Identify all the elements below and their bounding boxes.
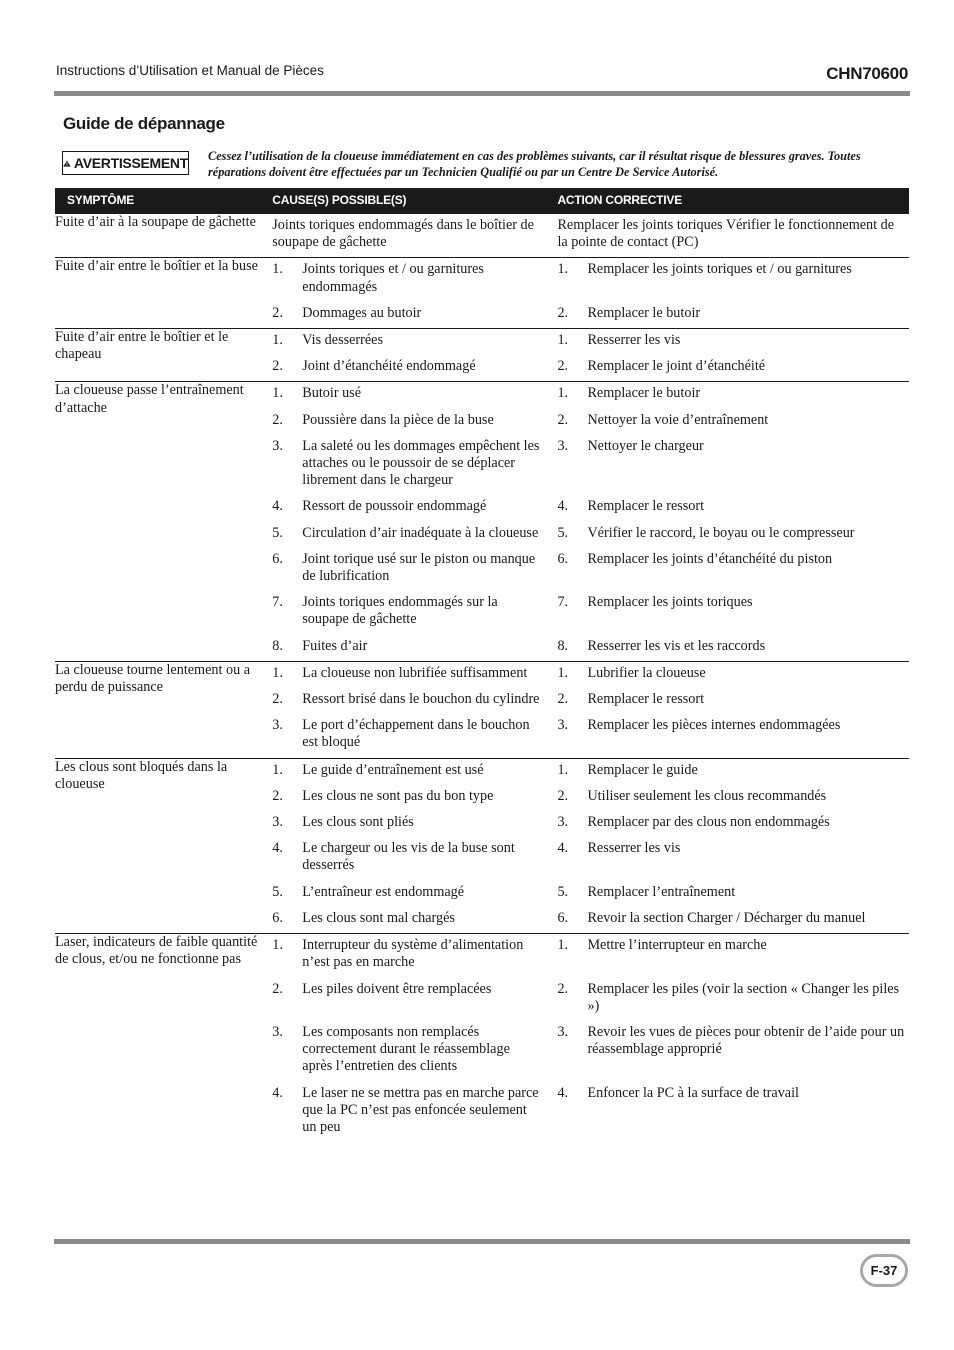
action-text: Resserrer les vis — [587, 332, 681, 349]
cause-cell — [260, 934, 545, 978]
cause-item — [260, 302, 545, 328]
cause-number: 1. — [272, 332, 283, 349]
action-cell — [545, 978, 909, 1021]
action-cell — [545, 214, 909, 258]
warning-text: Cessez l’utilisation de la cloueuse immédiatement en cas des problèmes suivants, car il résultat risque de blessures graves. Toutes réparations doivent être effectuées par un Technicien Qualifié ou par un Centre De Service Autorisé. — [208, 149, 861, 179]
warning-triangle-icon — [63, 157, 71, 170]
action-number: 1. — [557, 664, 569, 681]
cause-text: Le laser ne se mettra pas en marche parce que la PC n’est pas enfoncée seulement un peu — [302, 1084, 539, 1135]
action-text: Remplacer l’entraînement — [587, 883, 736, 900]
table-row — [55, 661, 909, 688]
action-number: 6. — [557, 909, 569, 926]
action-number: 6. — [557, 550, 569, 567]
action-number: 2. — [557, 691, 569, 708]
cause-text: L’entraîneur est endommagé — [302, 883, 465, 900]
action-item — [545, 1021, 909, 1064]
cause-cell — [260, 495, 545, 521]
cause-item — [260, 382, 545, 408]
cause-cell — [260, 785, 545, 811]
action-text: Remplacer les pièces internes endommagées — [587, 717, 841, 734]
action-item — [545, 635, 909, 661]
cause-item — [260, 258, 545, 301]
table-row — [55, 758, 909, 785]
cause-number: 2. — [272, 980, 283, 997]
action-item — [545, 329, 909, 355]
cause-item — [260, 591, 545, 634]
cause-item — [260, 907, 545, 933]
cause-item — [260, 522, 545, 548]
action-item — [545, 522, 909, 548]
action-cell — [545, 435, 909, 496]
action-cell — [545, 522, 909, 548]
action-cell — [545, 811, 909, 837]
cause-number: 1. — [272, 385, 283, 402]
action-text: Remplacer le ressort — [587, 691, 705, 708]
action-item — [545, 785, 909, 811]
cause-cell — [260, 758, 545, 785]
cause-cell — [260, 907, 545, 934]
action-text: Nettoyer la voie d’entraînement — [587, 411, 769, 428]
cause-text: Circulation d’air inadéquate à la cloueuse — [302, 524, 539, 541]
action-text: Nettoyer le chargeur — [587, 437, 704, 454]
cause-text: Les clous ne sont pas du bon type — [302, 787, 494, 804]
cause-cell — [260, 881, 545, 907]
action-number: 3. — [557, 437, 569, 454]
action-text: Remplacer le butoir — [587, 304, 701, 321]
action-text: Revoir les vues de pièces pour obtenir de l’aide pour un réassemblage approprié — [587, 1023, 905, 1058]
cause-item — [260, 688, 545, 714]
cause-number: 1. — [272, 937, 283, 954]
cause-item — [260, 837, 545, 880]
action-number: 3. — [557, 1023, 569, 1040]
model-number: CHN70600 — [826, 64, 908, 83]
cause-cell — [260, 661, 545, 688]
action-number: 2. — [557, 980, 569, 997]
cause-cell — [260, 978, 545, 1021]
symptom-cell: Laser, indicateurs de faible quantité de clous, et/ou ne fonctionne pas — [55, 934, 258, 968]
cause-item — [260, 355, 545, 381]
cause-cell — [260, 329, 545, 356]
action-number: 4. — [557, 498, 569, 515]
action-number: 2. — [557, 304, 569, 321]
cause-text: Poussière dans la pièce de la buse — [302, 411, 494, 428]
action-cell — [545, 785, 909, 811]
symptom-cell: Fuite d’air entre le boîtier et le chapeau — [55, 329, 260, 382]
action-number: 8. — [557, 637, 569, 654]
header-cause: CAUSE(S) POSSIBLE(S) — [260, 188, 545, 214]
cause-text: Joint torique usé sur le piston ou manque de lubrification — [302, 550, 536, 585]
cause-text: Les clous sont mal chargés — [302, 909, 455, 926]
cause-item — [260, 435, 545, 496]
header-rule — [54, 91, 910, 96]
cause-text: Le port d’échappement dans le bouchon est bloqué — [302, 717, 530, 751]
action-item — [545, 881, 909, 907]
cause-number: 1. — [272, 761, 283, 778]
action-item — [545, 662, 909, 688]
cause-text: Joint d’étanchéité endommagé — [302, 358, 476, 375]
symptom-cell: Fuite d’air à la soupape de gâchette — [55, 214, 260, 258]
action-number: 1. — [557, 761, 569, 778]
cause-text: Le guide d’entraînement est usé — [302, 761, 484, 778]
cause-number: 2. — [272, 787, 283, 804]
cause-text: La saleté ou les dommages empêchent les attaches ou le poussoir de se déplacer librement dans le chargeur — [302, 437, 540, 489]
action-item — [545, 688, 909, 714]
action-cell — [545, 382, 909, 409]
cause-item — [260, 1021, 545, 1082]
warning-badge — [62, 151, 189, 175]
action-cell — [545, 548, 909, 591]
table-row — [55, 329, 909, 356]
cause-text: Joints toriques endommagés dans le boîtier de soupape de gâchette — [272, 217, 534, 251]
cause-cell — [260, 714, 545, 758]
action-cell — [545, 635, 909, 662]
cause-number: 2. — [272, 304, 283, 321]
action-number: 2. — [557, 358, 569, 375]
action-item — [545, 837, 909, 863]
action-text: Enfoncer la PC à la surface de travail — [587, 1084, 799, 1101]
cause-item — [260, 635, 545, 661]
cause-number: 1. — [272, 664, 283, 681]
action-cell — [545, 258, 909, 302]
cause-cell — [260, 435, 545, 496]
action-text: Remplacer le joint d’étanchéité — [587, 358, 766, 375]
action-text: Lubrifier la cloueuse — [587, 664, 706, 681]
footer-rule — [54, 1239, 910, 1244]
action-text: Remplacer les joints toriques Vérifier le fonctionnement de la pointe de contact (PC) — [557, 217, 895, 251]
action-text: Mettre l’interrupteur en marche — [587, 937, 767, 954]
symptom-cell: Fuite d’air entre le boîtier et la buse — [55, 258, 260, 329]
cause-item — [260, 714, 545, 757]
cause-cell — [260, 382, 545, 409]
cause-number: 4. — [272, 1084, 283, 1101]
cause-cell — [260, 688, 545, 714]
cause-number: 3. — [272, 437, 283, 454]
cause-item — [260, 759, 545, 785]
symptom-cell: Les clous sont bloqués dans la cloueuse — [55, 758, 260, 933]
action-cell — [545, 837, 909, 880]
action-number: 7. — [557, 594, 569, 611]
cause-number: 5. — [272, 524, 283, 541]
action-number: 1. — [557, 332, 569, 349]
table-row — [55, 214, 909, 258]
action-number: 2. — [557, 787, 569, 804]
action-item — [545, 495, 909, 521]
cause-text: Les clous sont pliés — [302, 814, 414, 831]
troubleshooting-table — [55, 188, 909, 1142]
action-text: Remplacer les joints toriques — [587, 594, 753, 611]
cause-text: Les composants non remplacés correctement durant le réassemblage après l’entretien des clients — [302, 1023, 510, 1075]
action-cell — [545, 495, 909, 521]
cause-number: 7. — [272, 594, 283, 611]
cause-text: Butoir usé — [302, 385, 361, 402]
cause-number: 3. — [272, 814, 283, 831]
action-item — [545, 759, 909, 785]
action-cell — [545, 714, 909, 758]
action-text: Remplacer le guide — [587, 761, 698, 778]
cause-text: La cloueuse non lubrifiée suffisamment — [302, 664, 528, 681]
cause-text: Les piles doivent être remplacées — [302, 980, 492, 997]
cause-number: 2. — [272, 358, 283, 375]
cause-cell — [260, 548, 545, 591]
cause-text: Ressort de poussoir endommagé — [302, 498, 487, 515]
cause-number: 4. — [272, 840, 283, 857]
action-cell — [545, 661, 909, 688]
action-text: Resserrer les vis et les raccords — [587, 637, 766, 654]
symptom-cell: La cloueuse passe l’entraînement d’attache — [55, 382, 260, 661]
action-number: 4. — [557, 1084, 569, 1101]
cause-item — [260, 934, 545, 977]
action-number: 3. — [557, 814, 569, 831]
cause-item — [260, 495, 545, 521]
action-text: Resserrer les vis — [587, 840, 681, 857]
header-symptom: SYMPTÔME — [55, 188, 260, 214]
table-row — [55, 934, 909, 978]
cause-item — [260, 329, 545, 355]
cause-item — [260, 811, 545, 837]
action-item — [545, 382, 909, 408]
section-title: Guide de dépannage — [63, 114, 225, 133]
cause-text: Interrupteur du système d’alimentation n’est pas en marche — [302, 937, 524, 971]
cause-item — [260, 785, 545, 811]
action-text: Revoir la section Charger / Décharger du manuel — [587, 909, 866, 926]
action-item — [545, 714, 909, 740]
action-text: Remplacer les joints toriques et / ou garnitures — [587, 261, 852, 278]
cause-cell — [260, 1021, 545, 1082]
cause-text: Fuites d’air — [302, 637, 368, 654]
action-number: 1. — [557, 261, 569, 278]
table-row — [55, 382, 909, 409]
cause-cell — [260, 811, 545, 837]
action-item — [545, 1082, 909, 1108]
action-cell — [545, 1082, 909, 1143]
action-cell — [545, 934, 909, 978]
action-cell — [545, 688, 909, 714]
action-item — [545, 907, 909, 933]
action-text: Remplacer les piles (voir la section « Changer les piles ») — [587, 980, 900, 1014]
action-cell — [545, 409, 909, 435]
action-text: Remplacer les joints d’étanchéité du piston — [587, 550, 833, 567]
cause-cell — [260, 355, 545, 382]
cause-number: 8. — [272, 637, 283, 654]
action-item — [545, 435, 909, 461]
action-number: 1. — [557, 937, 569, 954]
action-cell — [545, 881, 909, 907]
cause-number: 1. — [272, 261, 283, 278]
cause-cell — [260, 214, 545, 258]
cause-cell — [260, 591, 545, 634]
action-cell — [545, 302, 909, 329]
action-item — [545, 355, 909, 381]
action-number: 3. — [557, 717, 569, 734]
action-text: Remplacer le butoir — [587, 385, 701, 402]
action-text: Utiliser seulement les clous recommandés — [587, 787, 827, 804]
cause-cell — [260, 1082, 545, 1143]
action-item — [545, 934, 909, 960]
action-cell — [545, 355, 909, 382]
action-cell — [545, 591, 909, 634]
action-item — [545, 548, 909, 574]
cause-item — [260, 409, 545, 435]
cause-text: Vis desserrées — [302, 332, 383, 349]
cause-cell — [260, 409, 545, 435]
cause-cell — [260, 522, 545, 548]
cause-text: Ressort brisé dans le bouchon du cylindre — [302, 691, 540, 708]
document-title: Instructions d’Utilisation et Manual de Pièces — [56, 63, 324, 78]
header-action: ACTION CORRECTIVE — [545, 188, 909, 214]
cause-cell — [260, 258, 545, 302]
cause-text: Le chargeur ou les vis de la buse sont desserrés — [302, 840, 515, 874]
action-cell — [545, 907, 909, 934]
cause-number: 2. — [272, 411, 283, 428]
cause-text: Joints toriques endommagés sur la soupape de gâchette — [302, 594, 498, 628]
cause-number: 3. — [272, 1023, 283, 1040]
cause-number: 4. — [272, 498, 283, 515]
action-number: 5. — [557, 524, 569, 541]
action-item — [545, 302, 909, 328]
action-item — [545, 258, 909, 284]
action-number: 2. — [557, 411, 569, 428]
action-text: Remplacer le ressort — [587, 498, 705, 515]
action-item — [545, 978, 909, 1021]
cause-item — [260, 1082, 545, 1143]
action-number: 1. — [557, 385, 569, 402]
action-number: 5. — [557, 883, 569, 900]
cause-cell — [260, 837, 545, 880]
cause-number: 2. — [272, 691, 283, 708]
cause-number: 6. — [272, 550, 283, 567]
action-cell — [545, 329, 909, 356]
action-item — [545, 591, 909, 617]
cause-cell — [260, 302, 545, 329]
cause-number: 6. — [272, 909, 283, 926]
table-row — [55, 258, 909, 302]
action-text: Remplacer par des clous non endommagés — [587, 814, 830, 831]
cause-text: Dommages au butoir — [302, 304, 422, 321]
warning-label: AVERTISSEMENT — [73, 155, 188, 171]
cause-item — [260, 978, 545, 1004]
action-text: Vérifier le raccord, le boyau ou le compresseur — [587, 524, 855, 541]
cause-number: 3. — [272, 717, 283, 734]
action-cell — [545, 758, 909, 785]
page-number: F-37 — [860, 1254, 908, 1287]
cause-item — [260, 662, 545, 688]
action-item — [545, 409, 909, 435]
action-item — [545, 811, 909, 837]
action-number: 4. — [557, 840, 569, 857]
cause-item — [260, 548, 545, 591]
cause-number: 5. — [272, 883, 283, 900]
action-cell — [545, 1021, 909, 1082]
cause-text: Joints toriques et / ou garnitures endommagés — [302, 261, 484, 295]
symptom-cell: La cloueuse tourne lentement ou a perdu de puissance — [55, 661, 260, 758]
table-header-row — [55, 188, 909, 214]
cause-item — [260, 881, 545, 907]
cause-cell — [260, 635, 545, 662]
